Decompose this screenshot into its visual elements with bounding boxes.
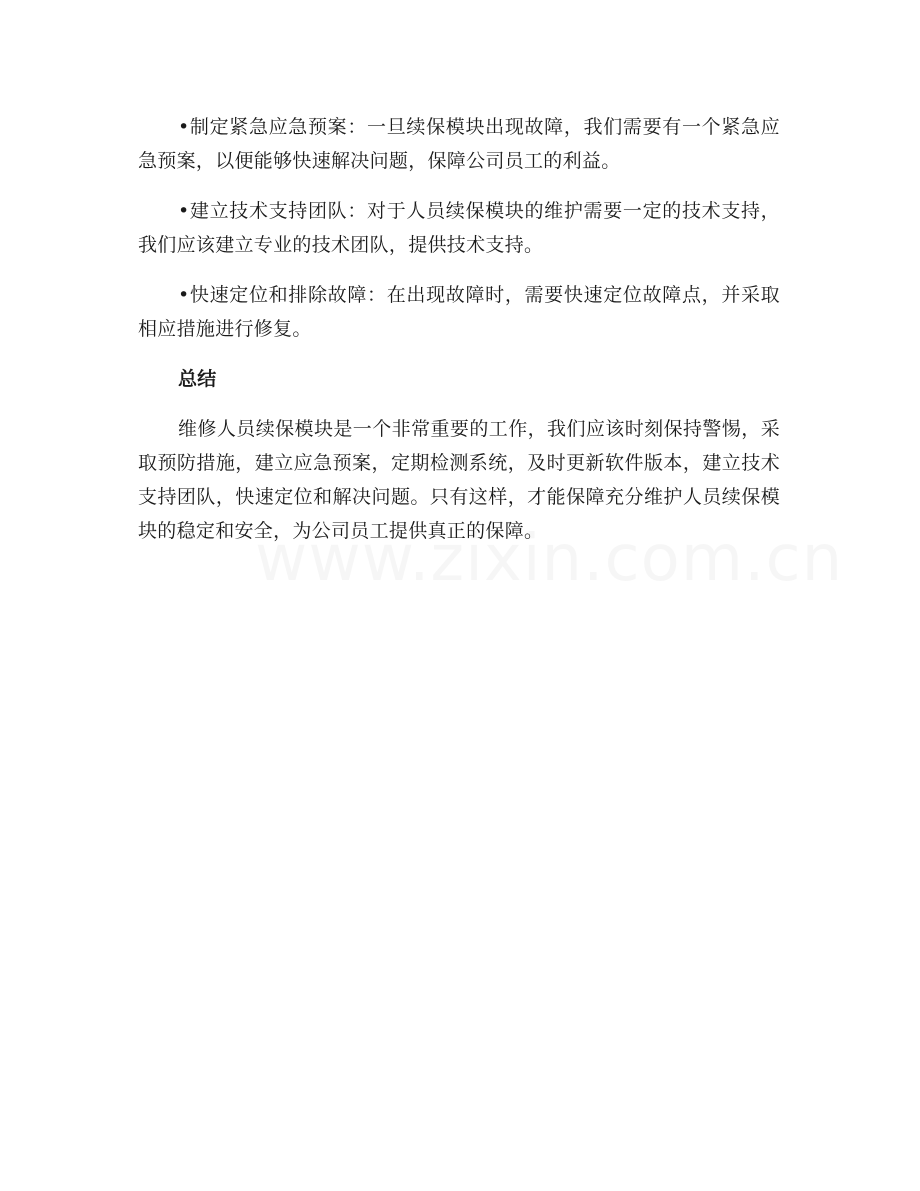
bullet-marker: • (178, 116, 190, 138)
document-body (138, 110, 780, 548)
bullet-marker: • (178, 200, 190, 222)
summary-paragraph: 维修人员续保模块是一个非常重要的工作，我们应该时刻保持警惕，采取预防措施，建立应急预案，定期检测系统，及时更新软件版本，建立技术支持团队，快速定位和解决问题。只有这样，才能保障充分维护人员续保模块的稳定和安全，为公司员工提供真正的保障。 (138, 418, 780, 542)
list-item (138, 194, 780, 262)
list-item (138, 278, 780, 346)
list-item-text: 快速定位和排除故障：在出现故障时，需要快速定位故障点，并采取相应措施进行修复。 (138, 284, 780, 340)
bullet-marker: • (178, 284, 190, 306)
section-heading: 总结 (178, 368, 217, 390)
list-item (138, 110, 780, 178)
list-item-text: 制定紧急应急预案：一旦续保模块出现故障，我们需要有一个紧急应急预案，以便能够快速解决问题，保障公司员工的利益。 (138, 116, 780, 172)
list-item-text: 建立技术支持团队：对于人员续保模块的维护需要一定的技术支持，我们应该建立专业的技术团队，提供技术支持。 (138, 200, 780, 256)
